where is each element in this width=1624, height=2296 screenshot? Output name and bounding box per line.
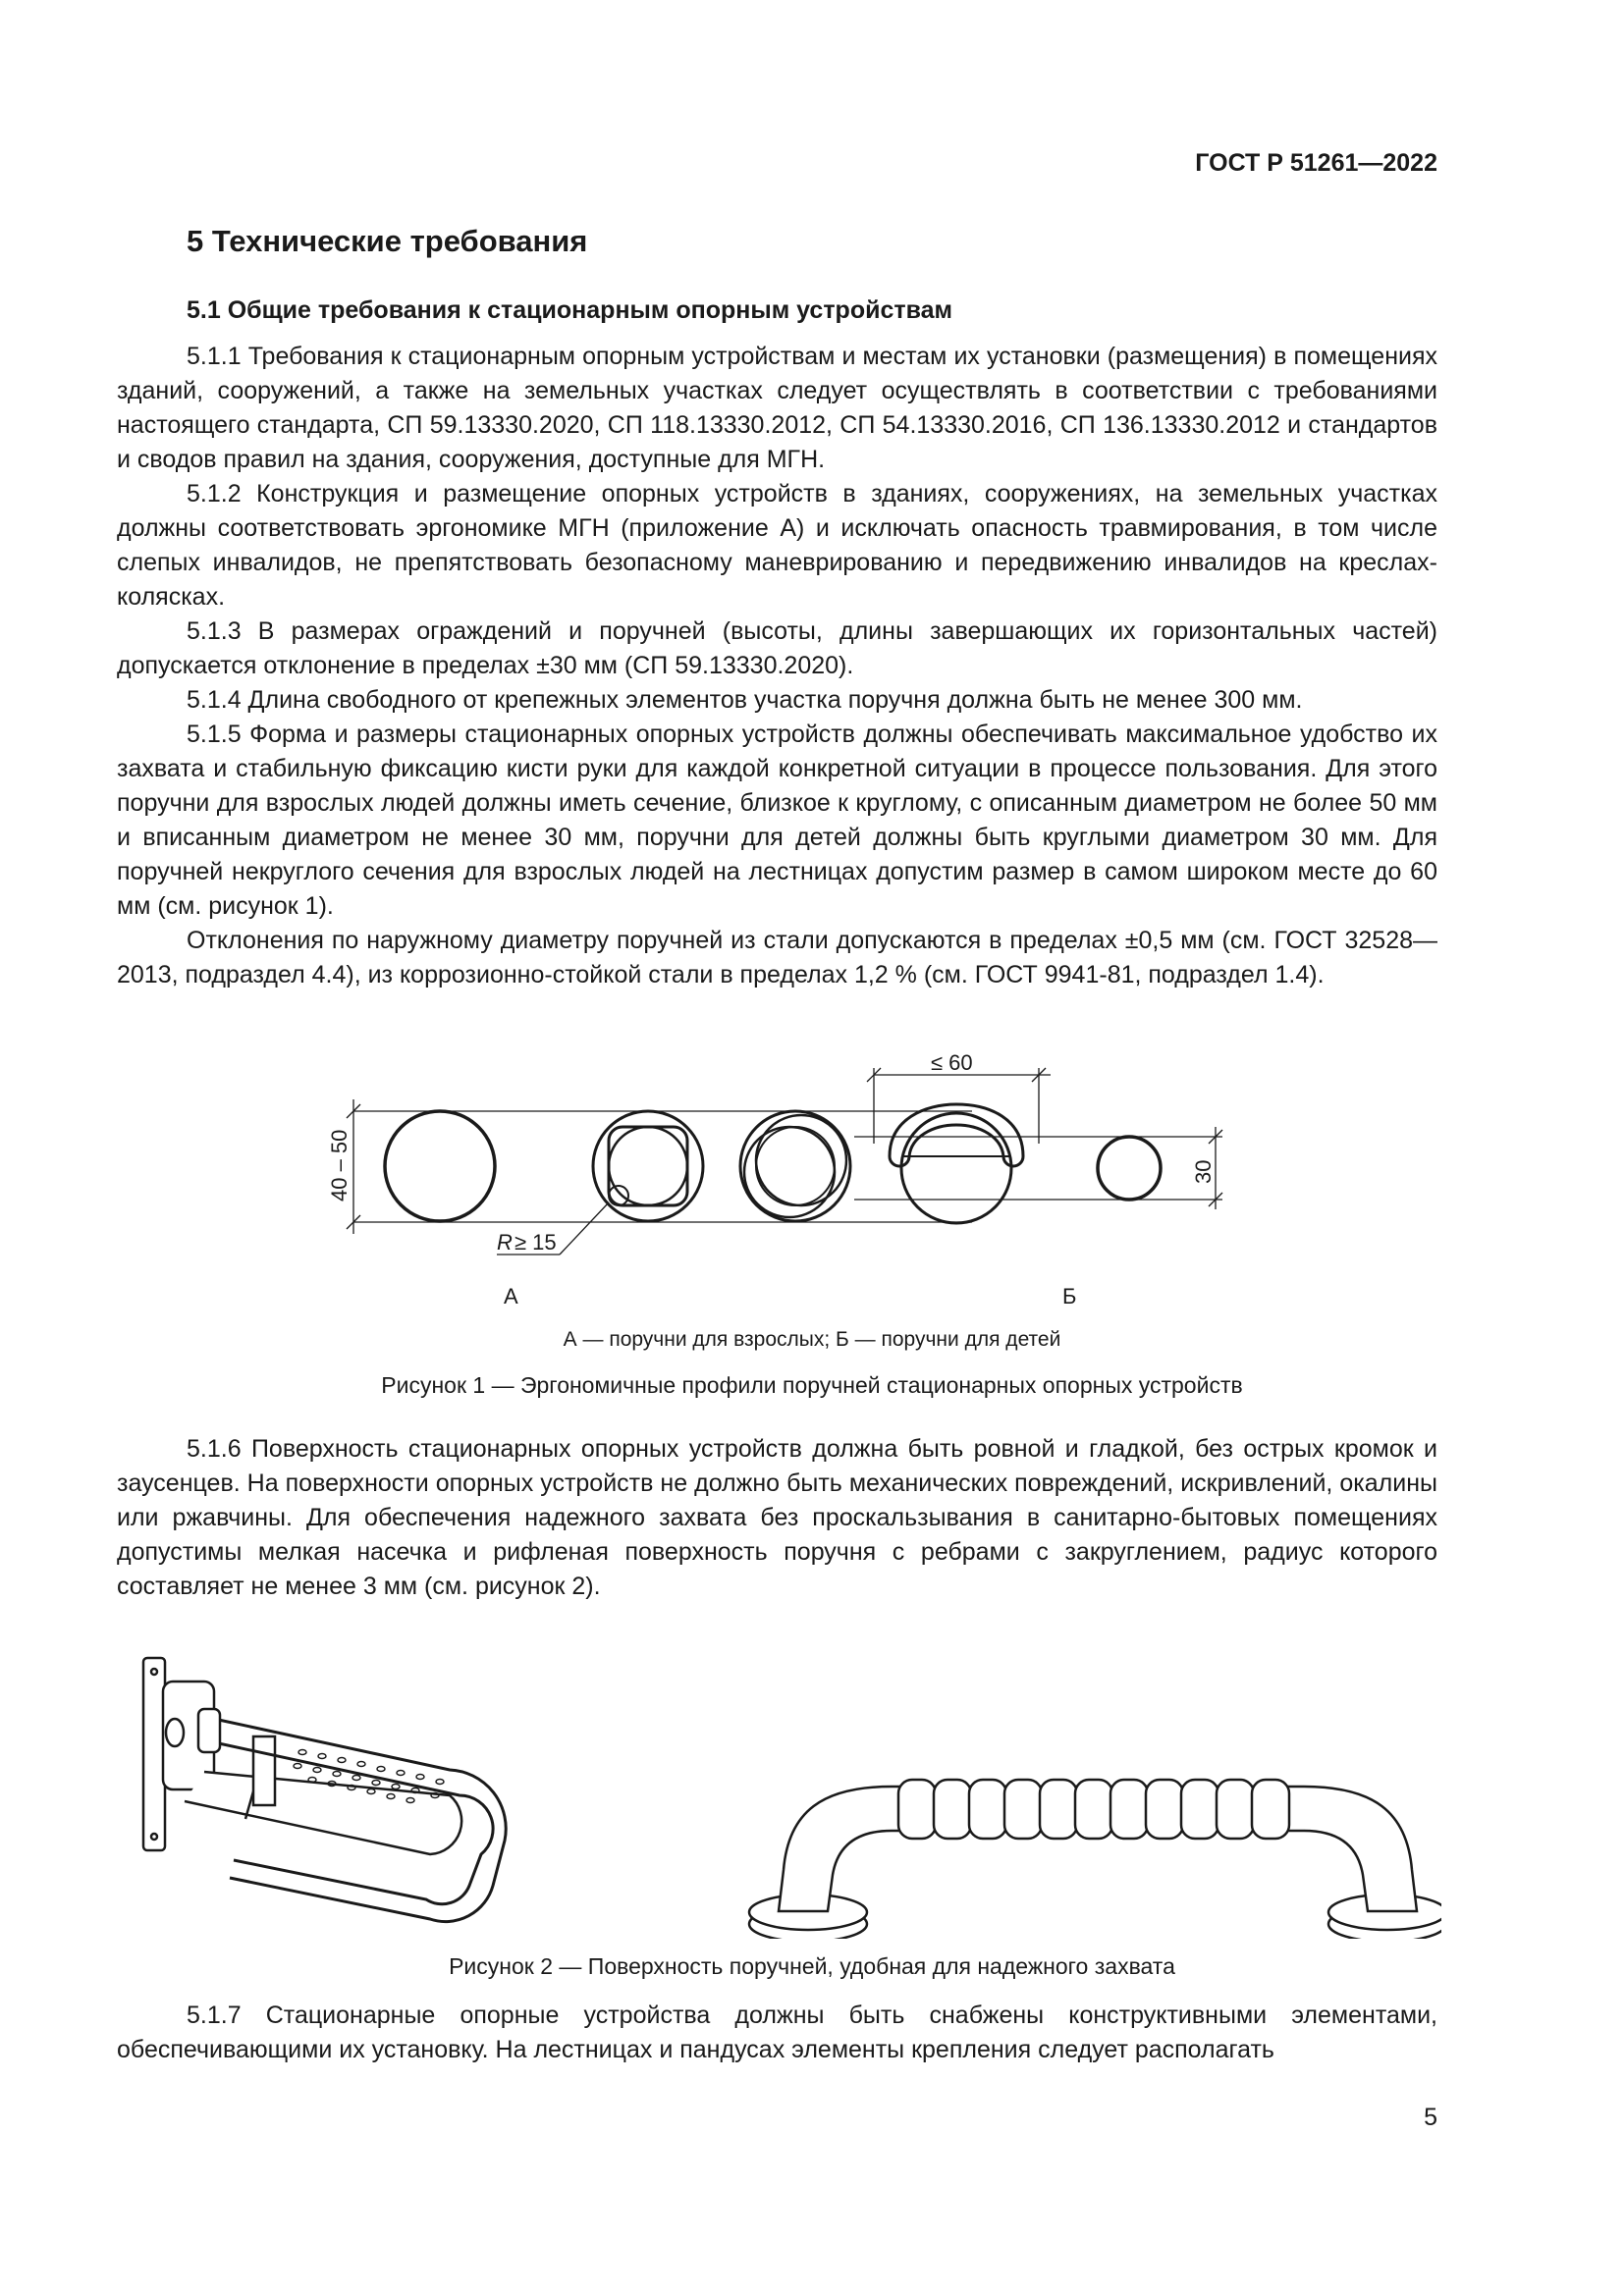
subsection-title: 5.1 Общие требования к стационарным опорным устройствам	[187, 296, 953, 324]
dim-label-left: 40 – 50	[327, 1129, 352, 1201]
dim-radius-symbol: R	[497, 1230, 513, 1255]
paragraph: 5.1.4 Длина свободного от крепежных элементов участка поручня должна быть не менее 300 мм.	[187, 686, 1303, 714]
paragraph: 5.1.3 В размерах ограждений и поручней (высоты, длины завершающих их горизонтальных частей) допускается отклонение в пределах ±30 мм (СП 59.13330.2020).	[117, 617, 1437, 679]
paragraph: 5.1.1 Требования к стационарным опорным устройствам и местам их установки (размещения) в помещениях зданий, сооружений, а также на земельных участках следует осуществлять в соответствии с требованиями настоящего стандарта, СП 59.13330.2020, СП 118.13330.2012, СП 54.13330.2016, СП 136.13330.2012 и стандартов и сводов правил на здания, сооружения, доступные для МГН.	[117, 343, 1437, 473]
document-header: ГОСТ Р 51261—2022	[1195, 149, 1437, 177]
profile-oval-adult	[740, 1111, 850, 1221]
figure-1-legend: А — поручни для взрослых; Б — поручни для детей	[563, 1328, 1061, 1351]
figure-1-profiles	[324, 1050, 1227, 1315]
profile-square-adult	[593, 1111, 703, 1221]
ribbed-handrail-illustration	[749, 1780, 1441, 1939]
profile-round-adult	[385, 1111, 495, 1221]
figure-2-caption: Рисунок 2 — Поверхность поручней, удобная для надежного захвата	[449, 1953, 1175, 1979]
profile-round-child	[1098, 1137, 1161, 1200]
text-block-3	[117, 1999, 1437, 2067]
dim-label-right: 30	[1191, 1159, 1216, 1184]
folding-grab-bar-illustration	[143, 1658, 506, 1922]
radius-leader	[560, 1202, 609, 1255]
dim-radius-value: ≥ 15	[514, 1230, 557, 1255]
profile-shaped-adult	[890, 1104, 1023, 1223]
label-a: А	[504, 1284, 518, 1308]
paragraph: 5.1.7 Стационарные опорные устройства должны быть снабжены конструктивными элементами, обеспечивающими их установку. На лестницах и пандусах элементы крепления следует располагать	[117, 2002, 1437, 2063]
section-title: 5 Технические требования	[187, 224, 588, 258]
text-block-1	[117, 340, 1437, 992]
paragraph: 5.1.5 Форма и размеры стационарных опорных устройств должны обеспечивать максимальное удобство их захвата и стабильную фиксацию кисти руки для каждой конкретной ситуации в процессе пользования. Для этого поручни для взрослых людей должны иметь сечение, близкое к круглому, с описанным диаметром не более 50 мм и вписанным диаметром не менее 30 мм, поручни для детей должны быть круглыми диаметром 30 мм. Для поручней некруглого сечения для взрослых людей на лестницах допустим размер в самом широком месте до 60 мм (см. рисунок 1).	[117, 721, 1437, 920]
figure-1-caption: Рисунок 1 — Эргономичные профили поручней стационарных опорных устройств	[381, 1372, 1243, 1398]
label-b: Б	[1062, 1284, 1077, 1308]
paragraph: 5.1.6 Поверхность стационарных опорных устройств должна быть ровной и гладкой, без острых кромок и заусенцев. На поверхности опорных устройств не должно быть механических повреждений, искривлений, окалины или ржавчины. Для обеспечения надежного захвата без проскальзывания в санитарно-бытовых помещениях допустимы мелкая насечка и рифленая поверхность поручня с ребрами с закруглением, радиус которого составляет не менее 3 мм (см. рисунок 2).	[117, 1435, 1437, 1600]
paragraph: 5.1.2 Конструкция и размещение опорных устройств в зданиях, сооружениях, на земельных участках должны соответствовать эргономике МГН (приложение А) и исключать опасность травмирования, в том числе слепых инвалидов, не препятствовать безопасному маневрированию и передвижению инвалидов на креслах-колясках.	[117, 480, 1437, 611]
text-block-2	[117, 1432, 1437, 1604]
page-number: 5	[1424, 2104, 1437, 2131]
figure-2-handrails	[135, 1654, 1441, 1939]
paragraph: Отклонения по наружному диаметру поручней из стали допускаются в пределах ±0,5 мм (см. ГОСТ 32528—2013, подраздел 4.4), из коррозионно-стойкой стали в пределах 1,2 % (см. ГОСТ 9941-81, подраздел 1.4).	[117, 927, 1437, 988]
dim-label-top: ≤ 60	[931, 1050, 973, 1075]
